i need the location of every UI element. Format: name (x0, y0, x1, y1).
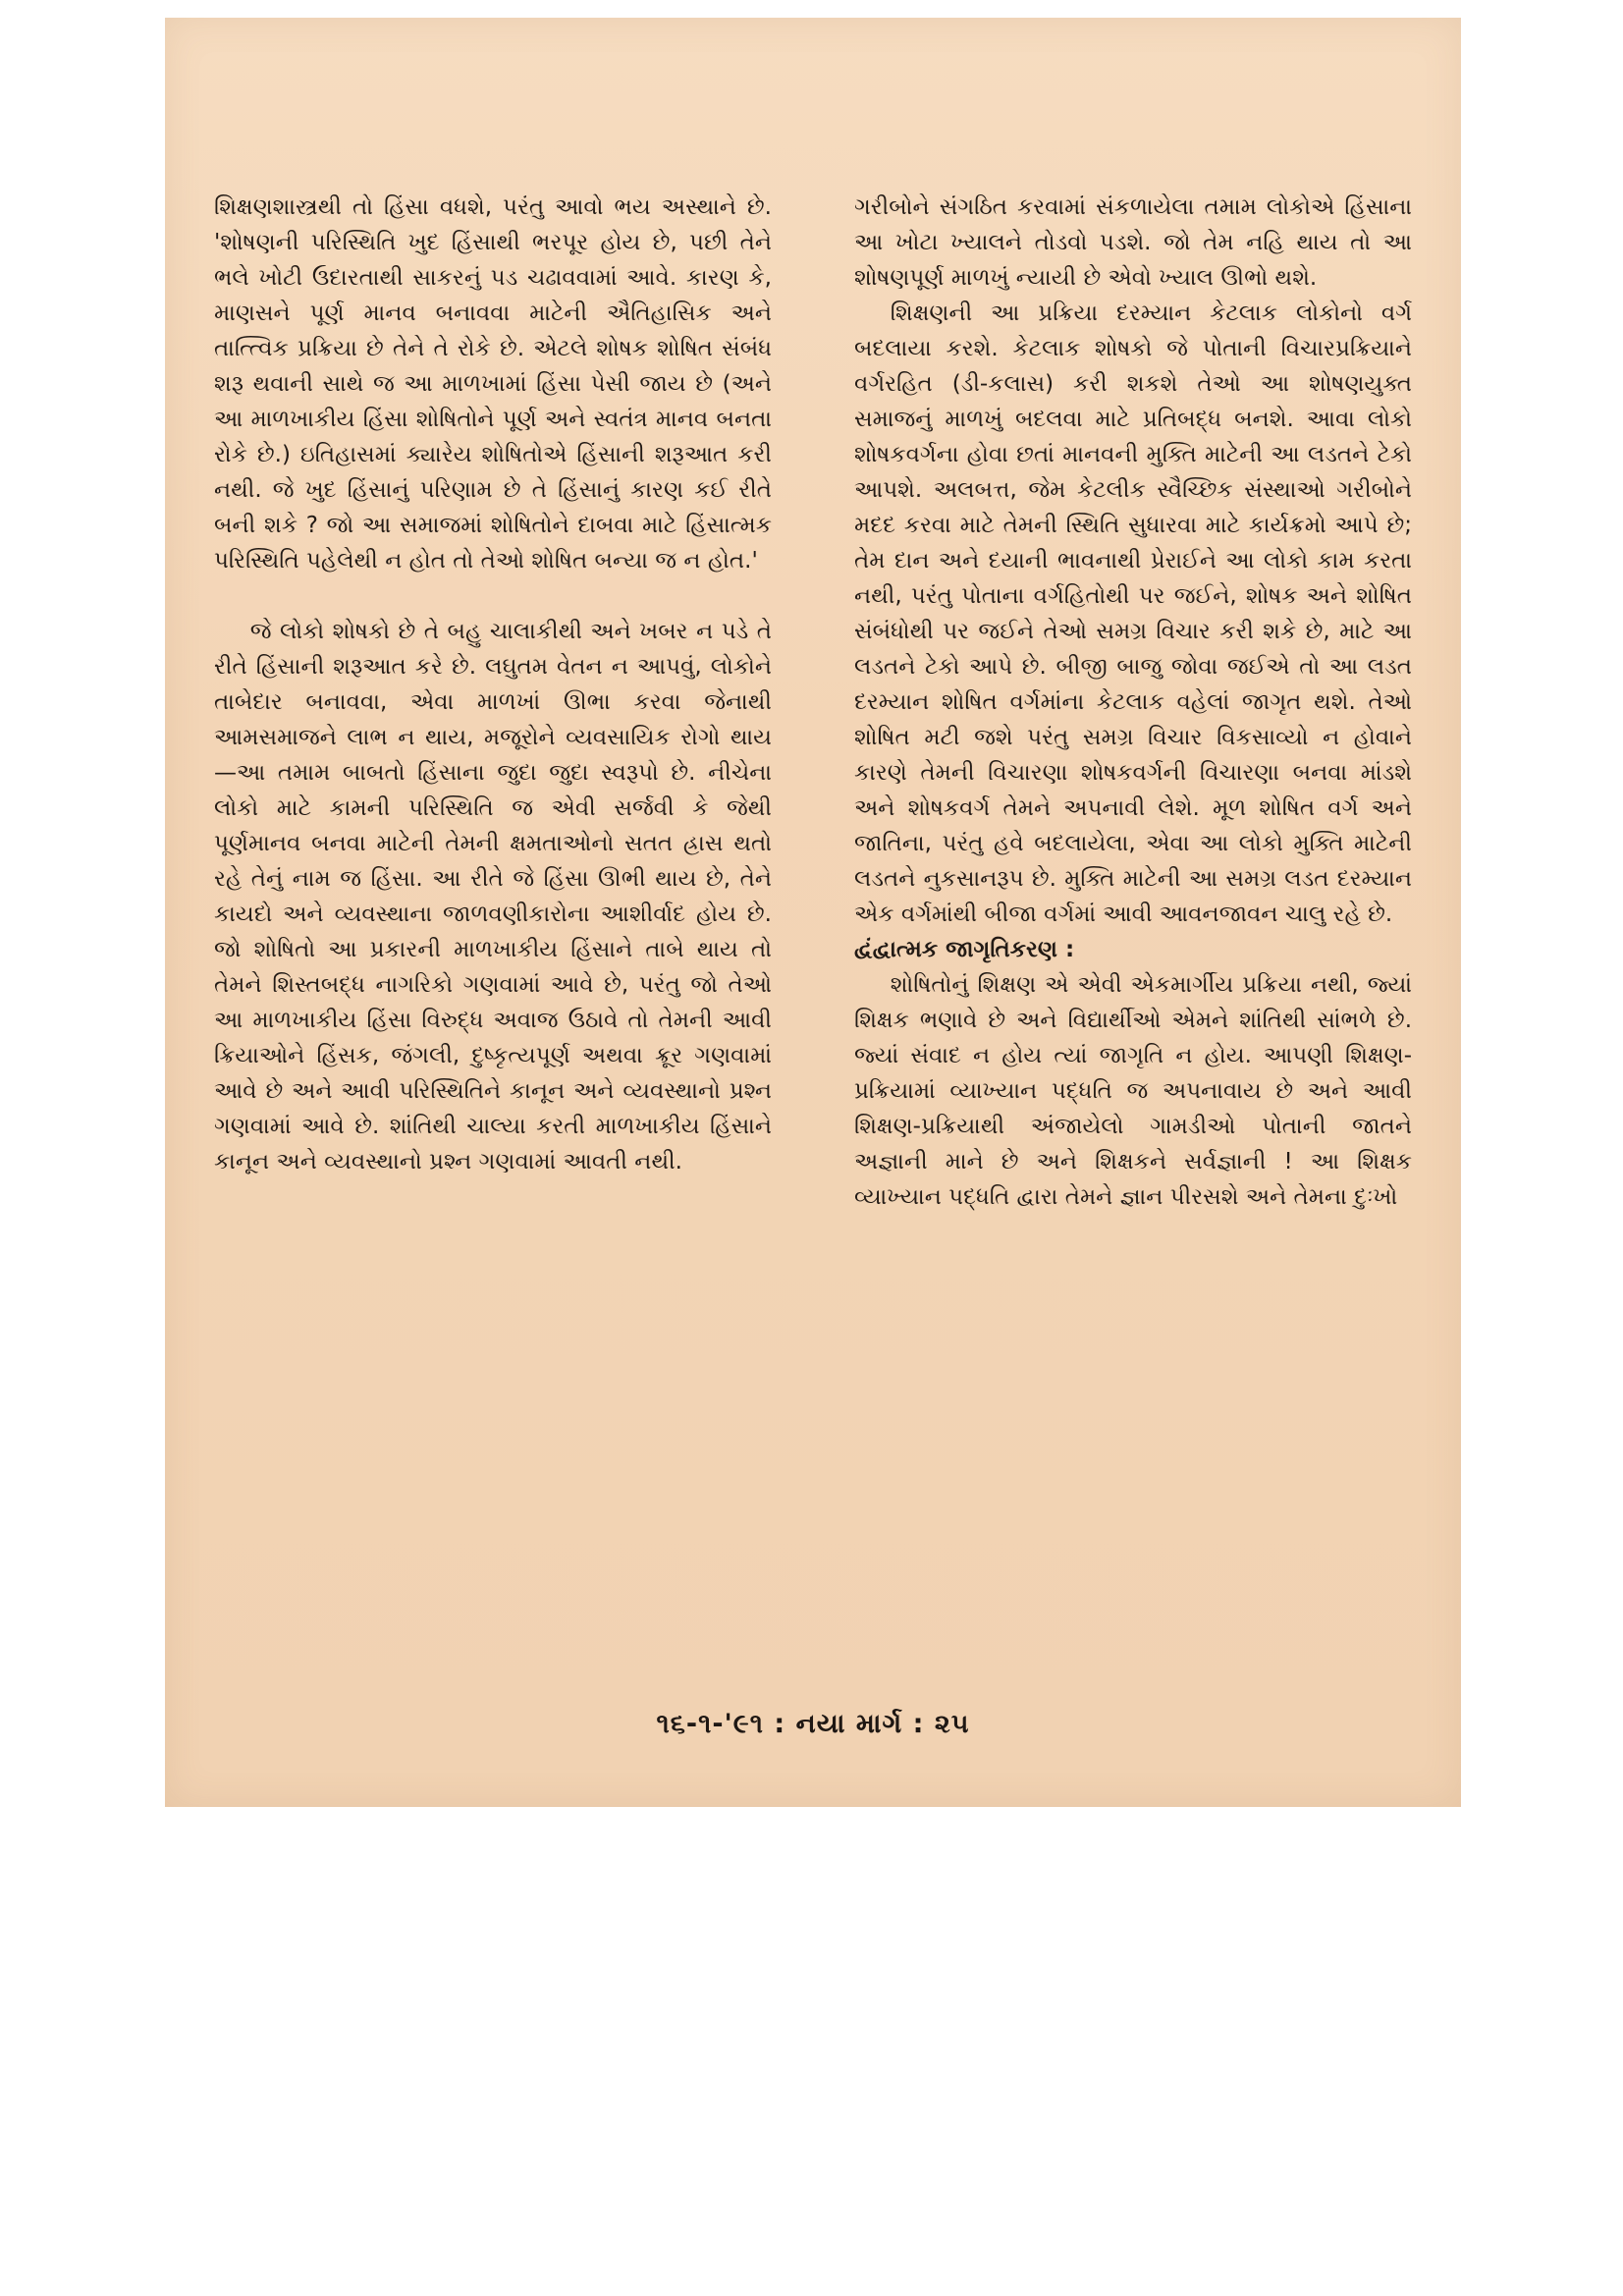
left-paragraph-2: જે લોકો શોષકો છે તે બહુ ચાલાકીથી અને ખબર ન પડે તે રીતે હિંસાની શરૂઆત કરે છે. લઘુતમ વેતન ન આપવું, લોકોને તાબેદાર બનાવવા, એવા માળખાં ઊભા કરવા જેનાથી આમસમાજને લાભ ન થાય, મજૂરોને વ્યવસાયિક રોગો થાય—આ તમામ બાબતો હિંસાના જુદા જુદા સ્વરૂપો છે. નીચેના લોકો માટે કામની પરિસ્થિતિ જ એવી સર્જવી કે જેથી પૂર્ણમાનવ બનવા માટેની તેમની ક્ષમતાઓનો સતત હ્રાસ થતો રહે તેનું નામ જ હિંસા. આ રીતે જે હિંસા ઊભી થાય છે, તેને કાયદો અને વ્યવસ્થાના જાળવણીકારોના આશીર્વાદ હોય છે. જો શોષિતો આ પ્રકારની માળખાકીય હિંસાને તાબે થાય તો તેમને શિસ્તબદ્ધ નાગરિકો ગણવામાં આવે છે, પરંતુ જો તેઓ આ માળખાકીય હિંસા વિરુદ્ધ અવાજ ઉઠાવે તો તેમની આવી ક્રિયાઓને હિંસક, જંગલી, દુષ્કૃત્યપૂર્ણ અથવા ક્રૂર ગણવામાં આવે છે અને આવી પરિસ્થિતિને કાનૂન અને વ્યવસ્થાનો પ્રશ્ન ગણવામાં આવે છે. શાંતિથી ચાલ્યા કરતી માળખાકીય હિંસાને કાનૂન અને વ્યવસ્થાનો પ્રશ્ન ગણવામાં આવતી નથી. (214, 619, 772, 1175)
page-content (214, 190, 1412, 1722)
page-footer: ૧૬-૧-'૯૧ : નયા માર્ગ : ૨૫ (656, 1709, 970, 1739)
text-columns (214, 190, 1412, 1702)
right-paragraph-3: શોષિતોનું શિક્ષણ એ એવી એકમાર્ગીય પ્રક્રિયા નથી, જ્યાં શિક્ષક ભણાવે છે અને વિદ્યાર્થીઓ એમને શાંતિથી સાંભળે છે. જ્યાં સંવાદ ન હોય ત્યાં જાગૃતિ ન હોય. આપણી શિક્ષણ-પ્રક્રિયામાં વ્યાખ્યાન પદ્ધતિ જ અપનાવાય છે અને આવી શિક્ષણ-પ્રક્રિયાથી અંજાયેલો ગામડીઓ પોતાની જાતને અજ્ઞાની માને છે અને શિક્ષકને સર્વજ્ઞાની ! આ શિક્ષક વ્યાખ્યાન પદ્ધતિ દ્વારા તેમને જ્ઞાન પીરસશે અને તેમના દુઃખો (854, 972, 1412, 1210)
left-paragraph-1: શિક્ષણશાસ્ત્રથી તો હિંસા વધશે, પરંતુ આવો ભય અસ્થાને છે. 'શોષણની પરિસ્થિતિ ખુદ હિંસાથી ભરપૂર હોય છે, પછી તેને ભલે ખોટી ઉદારતાથી સાકરનું પડ ચઢાવવામાં આવે. કારણ કે, માણસને પૂર્ણ માનવ બનાવવા માટેની ઐતિહાસિક અને તાત્ત્વિક પ્રક્રિયા છે તેને તે રોકે છે. એટલે શોષક શોષિત સંબંધ શરૂ થવાની સાથે જ આ માળખામાં હિંસા પેસી જાય છે (અને આ માળખાકીય હિંસા શોષિતોને પૂર્ણ અને સ્વતંત્ર માનવ બનતા રોકે છે.) ઇતિહાસમાં ક્યારેય શોષિતોએ હિંસાની શરૂઆત કરી નથી. જે ખુદ હિંસાનું પરિણામ છે તે હિંસાનું કારણ કઈ રીતે બની શકે ? જો આ સમાજમાં શોષિતોને દાબવા માટે હિંસાત્મક પરિસ્થિતિ પહેલેથી ન હોત તો તેઓ શોષિત બન્યા જ ન હોત.' (214, 194, 772, 574)
right-paragraph-1: ગરીબોને સંગઠિત કરવામાં સંકળાયેલા તમામ લોકોએ હિંસાના આ ખોટા ખ્યાલને તોડવો પડશે. જો તેમ નહિ થાય તો આ શોષણપૂર્ણ માળખું ન્યાયી છે એવો ખ્યાલ ઊભો થશે. (854, 194, 1412, 291)
scanned-page (165, 18, 1461, 1807)
right-column (854, 190, 1412, 1702)
paragraph-gap (214, 578, 772, 614)
section-heading: દ્વંદ્વાત્મક જાગૃતિકરણ : (854, 937, 1075, 962)
left-column (214, 190, 772, 1702)
right-paragraph-2: શિક્ષણની આ પ્રક્રિયા દરમ્યાન કેટલાક લોકોનો વર્ગ બદલાયા કરશે. કેટલાક શોષકો જે પોતાની વિચારપ્રક્રિયાને વર્ગરહિત (ડી-કલાસ) કરી શકશે તેઓ આ શોષણયુક્ત સમાજનું માળખું બદલવા માટે પ્રતિબદ્ધ બનશે. આવા લોકો શોષકવર્ગના હોવા છતાં માનવની મુક્તિ માટેની આ લડતને ટેકો આપશે. અલબત્ત, જેમ કેટલીક સ્વૈચ્છિક સંસ્થાઓ ગરીબોને મદદ કરવા માટે તેમની સ્થિતિ સુધારવા માટે કાર્યક્રમો આપે છે; તેમ દાન અને દયાની ભાવનાથી પ્રેરાઈને આ લોકો કામ કરતા નથી, પરંતુ પોતાના વર્ગહિતોથી પર જઈને, શોષક અને શોષિત સંબંધોથી પર જઈને તેઓ સમગ્ર વિચાર કરી શકે છે, માટે આ લડતને ટેકો આપે છે. બીજી બાજુ જોવા જઈએ તો આ લડત દરમ્યાન શોષિત વર્ગમાંના કેટલાક વહેલાં જાગૃત થશે. તેઓ શોષિત મટી જશે પરંતુ સમગ્ર વિચાર વિકસાવ્યો ન હોવાને કારણે તેમની વિચારણા શોષકવર્ગની વિચારણા બનવા માંડશે અને શોષકવર્ગ તેમને અપનાવી લેશે. મૂળ શોષિત વર્ગ અને જાતિના, પરંતુ હવે બદલાયેલા, એવા આ લોકો મુક્તિ માટેની લડતને નુકસાનરૂપ છે. મુક્તિ માટેની આ સમગ્ર લડત દરમ્યાન એક વર્ગમાંથી બીજા વર્ગમાં આવી આવનજાવન ચાલુ રહે છે. (854, 301, 1412, 927)
